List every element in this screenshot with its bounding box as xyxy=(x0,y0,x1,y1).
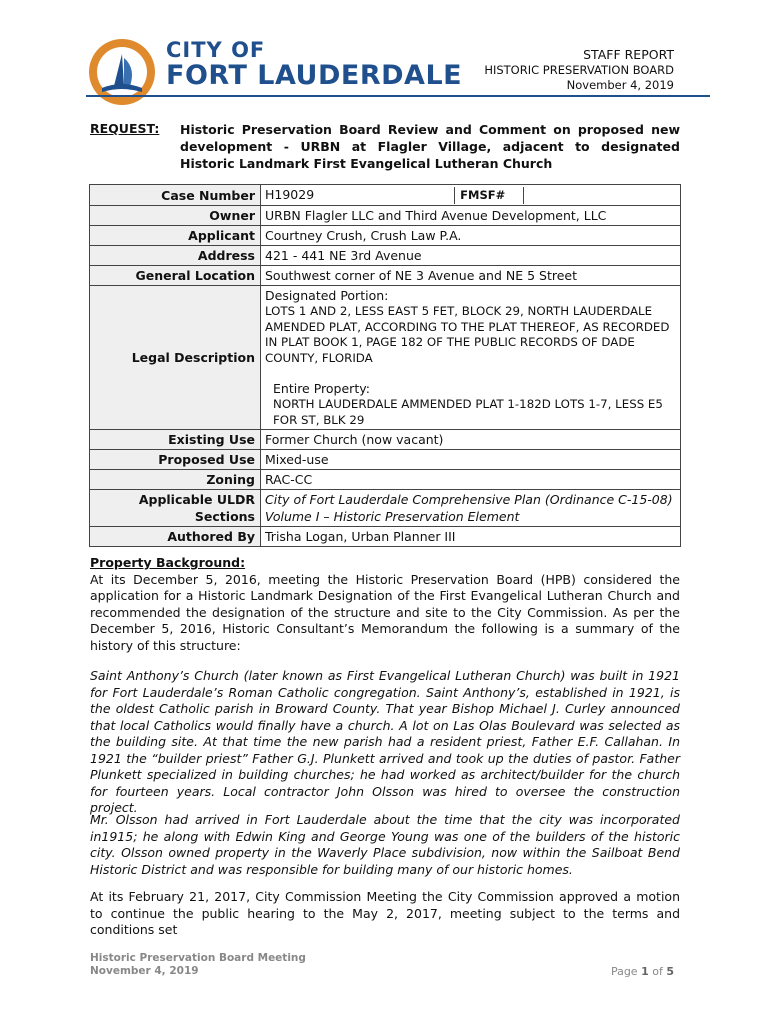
page-number xyxy=(611,965,674,978)
legal-description-value xyxy=(261,286,681,430)
legal-designated-title: Designated Portion: xyxy=(265,288,389,303)
table-row xyxy=(90,286,681,430)
zoning-value: RAC-CC xyxy=(261,470,681,490)
case-info-table xyxy=(89,184,681,547)
case-number-cell xyxy=(261,185,681,206)
applicant-label: Applicant xyxy=(90,226,261,246)
report-header xyxy=(484,47,674,94)
page-total: 5 xyxy=(666,965,674,978)
table-row xyxy=(90,206,681,226)
legal-entire-text: NORTH LAUDERDALE AMMENDED PLAT 1-182D LOTS 1-7, LESS E5 FOR ST, BLK 29 xyxy=(273,397,663,427)
footer-meeting-info xyxy=(90,952,306,978)
property-background-section xyxy=(90,555,680,654)
background-paragraph-4: At its February 21, 2017, City Commission Meeting the City Commission approved a motion to continue the public hearing to the May 2, 2017, meeting subject to the terms and conditions set xyxy=(90,889,680,937)
table-row xyxy=(90,450,681,470)
legal-entire-title: Entire Property: xyxy=(273,381,370,396)
general-location-value: Southwest corner of NE 3 Avenue and NE 5 Street xyxy=(261,266,681,286)
uldr-value xyxy=(261,490,681,527)
general-location-label: General Location xyxy=(90,266,261,286)
address-label: Address xyxy=(90,246,261,266)
fmsf-label: FMSF# xyxy=(454,187,524,204)
city-seal-icon xyxy=(86,36,158,108)
proposed-use-label: Proposed Use xyxy=(90,450,261,470)
logo-city-name: FORT LAUDERDALE xyxy=(166,60,463,91)
footer-meeting: Historic Preservation Board Meeting xyxy=(90,952,306,964)
request-label: REQUEST: xyxy=(90,121,160,136)
report-date: November 4, 2019 xyxy=(566,78,674,92)
uldr-label: Applicable ULDR Sections xyxy=(90,490,261,527)
existing-use-label: Existing Use xyxy=(90,430,261,450)
table-row xyxy=(90,246,681,266)
city-logo xyxy=(86,36,466,116)
uldr-line-1: City of Fort Lauderdale Comprehensive Plan (Ordinance C-15-08) xyxy=(265,492,673,507)
request-text: Historic Preservation Board Review and Comment on proposed new development - URBN at Flagler Village, adjacent to designated Historic Landmark First Evangelical Lutheran Church xyxy=(180,122,680,171)
background-paragraph-2: Saint Anthony’s Church (later known as First Evangelical Lutheran Church) was built in 1921 for Fort Lauderdale’s Roman Catholic congregation. Saint Anthony’s, established in 1921, is the oldest Catholic parish in Broward County. That year Bishop Michael J. Curley announced that local Catholics would finally have a church. A lot on Las Olas Boulevard was selected as the building site. At that time the new parish had a resident priest, Father E.F. Callahan. In 1921 the “builder priest” Father G.J. Plunkett arrived and took up the duties of pastor. Father Plunkett specialized in building churches; he had worked as architect/builder for the church for fourteen years. Local contractor John Olsson was hired to oversee the construction project. xyxy=(90,668,680,815)
existing-use-value: Former Church (now vacant) xyxy=(261,430,681,450)
page-of: of xyxy=(652,965,663,978)
authored-by-label: Authored By xyxy=(90,527,261,547)
page-word: Page xyxy=(610,965,638,978)
authored-by-value: Trisha Logan, Urban Planner III xyxy=(261,527,681,547)
property-background-heading: Property Background: xyxy=(90,555,246,570)
header-divider xyxy=(86,95,710,97)
zoning-label: Zoning xyxy=(90,470,261,490)
logo-city-of: CITY OF xyxy=(166,38,266,62)
table-row xyxy=(90,430,681,450)
owner-label: Owner xyxy=(90,206,261,226)
case-number-label: Case Number xyxy=(90,185,261,206)
applicant-value: Courtney Crush, Crush Law P.A. xyxy=(261,226,681,246)
table-row xyxy=(90,470,681,490)
owner-value: URBN Flagler LLC and Third Avenue Development, LLC xyxy=(261,206,681,226)
background-paragraph-3: Mr. Olsson had arrived in Fort Lauderdale about the time that the city was incorporated in1915; he along with Edwin King and George Young was one of the builders of the historic city. Olsson owned property in the Waverly Place subdivision, now within the Sailboat Bend Historic District and was responsible for building many of our historic homes. xyxy=(90,812,680,877)
footer-date: November 4, 2019 xyxy=(90,965,199,977)
legal-designated-text: LOTS 1 AND 2, LESS EAST 5 FET, BLOCK 29, NORTH LAUDERDALE AMENDED PLAT, ACCORDING TO THE PLAT THEREOF, AS RECORDED IN PLAT BOOK 1, PAGE 182 OF THE PUBLIC RECORDS OF DADE COUNTY, FLORIDA xyxy=(265,304,670,365)
uldr-line-2: Volume I – Historic Preservation Element xyxy=(265,509,520,524)
case-number-value: H19029 xyxy=(265,187,315,202)
background-paragraph-1: At its December 5, 2016, meeting the Historic Preservation Board (HPB) considered the application for a Historic Landmark Designation of the First Evangelical Lutheran Church and recommended the designation of the structure and site to the City Commission. As per the December 5, 2016, Historic Consultant’s Memorandum the following is a summary of the history of this structure: xyxy=(90,571,680,653)
page-current: 1 xyxy=(641,965,649,978)
proposed-use-value: Mixed-use xyxy=(261,450,681,470)
legal-description-label: Legal Description xyxy=(90,286,261,430)
report-type: STAFF REPORT xyxy=(583,47,674,62)
table-row xyxy=(90,490,681,527)
table-row xyxy=(90,185,681,206)
table-row xyxy=(90,226,681,246)
address-value: 421 - 441 NE 3rd Avenue xyxy=(261,246,681,266)
board-name: HISTORIC PRESERVATION BOARD xyxy=(484,62,674,77)
table-row xyxy=(90,266,681,286)
table-row xyxy=(90,527,681,547)
